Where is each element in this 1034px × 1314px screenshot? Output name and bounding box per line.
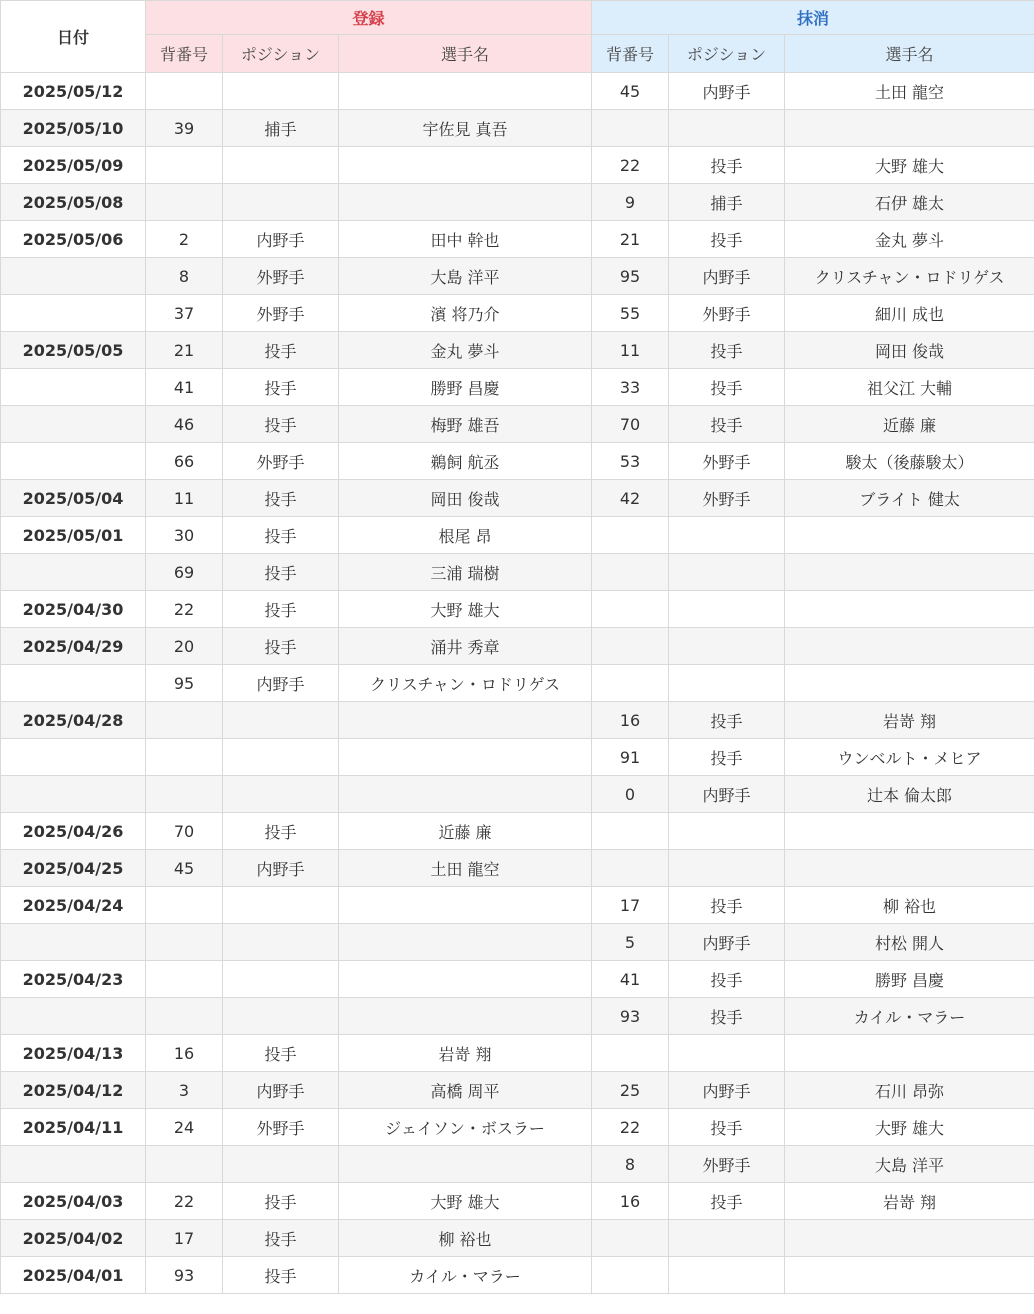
deregistered-position-cell: 外野手	[669, 1146, 785, 1183]
registered-number-cell: 37	[146, 295, 223, 332]
deregistered-number-cell	[592, 517, 669, 554]
registered-number-cell	[146, 73, 223, 110]
table-row	[1, 258, 1034, 295]
date-cell	[1, 369, 146, 406]
deregistered-player-cell	[785, 1220, 1034, 1257]
registered-player-cell: 三浦 瑞樹	[339, 554, 592, 591]
date-cell: 2025/04/11	[1, 1109, 146, 1146]
deregistered-number-cell: 55	[592, 295, 669, 332]
registered-position-cell: 投手	[223, 554, 339, 591]
deregistered-player-cell: 大島 洋平	[785, 1146, 1034, 1183]
table-row	[1, 1035, 1034, 1072]
date-cell: 2025/04/12	[1, 1072, 146, 1109]
deregistered-position-cell: 内野手	[669, 258, 785, 295]
registered-number-cell: 66	[146, 443, 223, 480]
deregistered-player-cell	[785, 1035, 1034, 1072]
deregistered-position-cell: 投手	[669, 702, 785, 739]
table-row	[1, 184, 1034, 221]
registered-position-cell: 内野手	[223, 221, 339, 258]
date-cell	[1, 443, 146, 480]
deregistered-group-header: 抹消	[592, 1, 1034, 35]
registered-number-cell: 24	[146, 1109, 223, 1146]
table-row	[1, 554, 1034, 591]
registered-position-cell: 外野手	[223, 295, 339, 332]
deregistered-number-header: 背番号	[592, 35, 669, 73]
registered-player-cell: 柳 裕也	[339, 1220, 592, 1257]
registered-number-cell	[146, 147, 223, 184]
deregistered-number-cell: 70	[592, 406, 669, 443]
table-row	[1, 850, 1034, 887]
registered-position-cell	[223, 702, 339, 739]
date-cell: 2025/04/26	[1, 813, 146, 850]
date-cell: 2025/04/13	[1, 1035, 146, 1072]
deregistered-player-cell	[785, 665, 1034, 702]
deregistered-player-cell: 村松 開人	[785, 924, 1034, 961]
registered-position-cell: 外野手	[223, 1109, 339, 1146]
deregistered-number-cell: 42	[592, 480, 669, 517]
deregistered-position-cell	[669, 1035, 785, 1072]
deregistered-player-cell	[785, 517, 1034, 554]
registered-position-cell: 投手	[223, 369, 339, 406]
date-cell: 2025/04/02	[1, 1220, 146, 1257]
deregistered-number-cell: 8	[592, 1146, 669, 1183]
deregistered-number-cell: 17	[592, 887, 669, 924]
registered-number-cell: 11	[146, 480, 223, 517]
registered-number-cell: 22	[146, 591, 223, 628]
deregistered-player-cell: 駿太（後藤駿太）	[785, 443, 1034, 480]
date-cell	[1, 665, 146, 702]
table-row	[1, 221, 1034, 258]
registered-position-cell: 外野手	[223, 258, 339, 295]
deregistered-position-cell: 内野手	[669, 73, 785, 110]
date-cell: 2025/05/08	[1, 184, 146, 221]
date-cell	[1, 554, 146, 591]
deregistered-player-cell	[785, 850, 1034, 887]
registered-player-cell: 土田 龍空	[339, 850, 592, 887]
deregistered-position-cell: 投手	[669, 1109, 785, 1146]
registered-player-cell: ジェイソン・ボスラー	[339, 1109, 592, 1146]
deregistered-position-cell: 外野手	[669, 480, 785, 517]
registered-player-cell: 岡田 俊哉	[339, 480, 592, 517]
registered-position-cell: 投手	[223, 591, 339, 628]
date-cell	[1, 739, 146, 776]
deregistered-player-cell: 辻本 倫太郎	[785, 776, 1034, 813]
registered-player-cell: 近藤 廉	[339, 813, 592, 850]
deregistered-number-cell	[592, 591, 669, 628]
deregistered-player-cell: 岩嵜 翔	[785, 702, 1034, 739]
table-row	[1, 110, 1034, 147]
registered-position-cell	[223, 1146, 339, 1183]
registered-position-cell	[223, 998, 339, 1035]
date-cell: 2025/04/28	[1, 702, 146, 739]
registered-number-cell: 45	[146, 850, 223, 887]
deregistered-position-cell	[669, 517, 785, 554]
registered-number-cell: 21	[146, 332, 223, 369]
registered-player-cell	[339, 998, 592, 1035]
table-row	[1, 1257, 1034, 1294]
deregistered-player-cell: クリスチャン・ロドリゲス	[785, 258, 1034, 295]
date-cell: 2025/05/05	[1, 332, 146, 369]
table-row	[1, 295, 1034, 332]
table-row	[1, 665, 1034, 702]
deregistered-player-cell: 岩嵜 翔	[785, 1183, 1034, 1220]
registered-number-cell	[146, 961, 223, 998]
deregistered-number-cell: 16	[592, 1183, 669, 1220]
registered-number-cell: 95	[146, 665, 223, 702]
registered-number-cell: 69	[146, 554, 223, 591]
deregistered-player-cell: カイル・マラー	[785, 998, 1034, 1035]
registered-position-cell: 投手	[223, 628, 339, 665]
deregistered-position-cell	[669, 591, 785, 628]
deregistered-player-cell: 大野 雄大	[785, 147, 1034, 184]
deregistered-position-cell: 投手	[669, 961, 785, 998]
deregistered-position-cell	[669, 110, 785, 147]
registered-position-cell: 投手	[223, 480, 339, 517]
deregistered-position-cell	[669, 665, 785, 702]
registered-number-cell	[146, 739, 223, 776]
deregistered-position-cell: 投手	[669, 998, 785, 1035]
table-row	[1, 332, 1034, 369]
date-cell: 2025/04/30	[1, 591, 146, 628]
date-cell	[1, 258, 146, 295]
table-row	[1, 998, 1034, 1035]
deregistered-player-cell: ウンベルト・メヒア	[785, 739, 1034, 776]
deregistered-number-cell: 22	[592, 147, 669, 184]
registered-player-cell: 梅野 雄吾	[339, 406, 592, 443]
registered-number-cell	[146, 776, 223, 813]
deregistered-position-cell: 投手	[669, 332, 785, 369]
deregistered-player-cell: 柳 裕也	[785, 887, 1034, 924]
deregistered-player-cell	[785, 554, 1034, 591]
registered-number-cell: 70	[146, 813, 223, 850]
deregistered-number-cell	[592, 1220, 669, 1257]
table-row	[1, 1072, 1034, 1109]
registered-position-cell: 内野手	[223, 1072, 339, 1109]
registered-group-header: 登録	[146, 1, 592, 35]
table-row	[1, 480, 1034, 517]
date-cell: 2025/05/12	[1, 73, 146, 110]
deregistered-position-cell: 投手	[669, 1183, 785, 1220]
table-row	[1, 887, 1034, 924]
deregistered-number-cell: 41	[592, 961, 669, 998]
registered-number-cell: 93	[146, 1257, 223, 1294]
registered-position-cell: 捕手	[223, 110, 339, 147]
registered-position-header: ポジション	[223, 35, 339, 73]
registered-position-cell: 投手	[223, 1183, 339, 1220]
deregistered-position-cell: 投手	[669, 887, 785, 924]
registered-player-cell	[339, 739, 592, 776]
registered-player-cell: 高橋 周平	[339, 1072, 592, 1109]
registered-number-cell: 39	[146, 110, 223, 147]
registered-player-cell: 岩嵜 翔	[339, 1035, 592, 1072]
deregistered-number-cell: 45	[592, 73, 669, 110]
table-row	[1, 628, 1034, 665]
date-cell	[1, 295, 146, 332]
table-row	[1, 517, 1034, 554]
registered-position-cell: 投手	[223, 406, 339, 443]
registered-number-cell	[146, 998, 223, 1035]
registered-position-cell	[223, 73, 339, 110]
registered-number-cell	[146, 887, 223, 924]
deregistered-number-cell: 25	[592, 1072, 669, 1109]
deregistered-player-cell	[785, 591, 1034, 628]
deregistered-player-cell: 大野 雄大	[785, 1109, 1034, 1146]
deregistered-number-cell	[592, 110, 669, 147]
deregistered-position-cell: 外野手	[669, 443, 785, 480]
deregistered-player-cell: 勝野 昌慶	[785, 961, 1034, 998]
registered-number-cell	[146, 1146, 223, 1183]
deregistered-position-cell: 捕手	[669, 184, 785, 221]
registered-number-cell: 16	[146, 1035, 223, 1072]
date-cell: 2025/04/23	[1, 961, 146, 998]
table-row	[1, 369, 1034, 406]
table-row	[1, 406, 1034, 443]
registered-position-cell: 投手	[223, 813, 339, 850]
table-body	[1, 73, 1034, 1294]
registered-position-cell	[223, 184, 339, 221]
registered-number-header: 背番号	[146, 35, 223, 73]
deregistered-number-cell	[592, 1035, 669, 1072]
deregistered-number-cell: 91	[592, 739, 669, 776]
deregistered-position-cell	[669, 1257, 785, 1294]
registered-player-cell	[339, 702, 592, 739]
registered-position-cell	[223, 924, 339, 961]
date-cell	[1, 1146, 146, 1183]
deregistered-player-cell: 金丸 夢斗	[785, 221, 1034, 258]
registered-position-cell	[223, 147, 339, 184]
registered-number-cell: 2	[146, 221, 223, 258]
registered-position-cell: 投手	[223, 517, 339, 554]
date-cell: 2025/04/25	[1, 850, 146, 887]
table-row	[1, 1220, 1034, 1257]
deregistered-number-cell	[592, 665, 669, 702]
deregistered-player-cell: 岡田 俊哉	[785, 332, 1034, 369]
registered-player-cell: 大野 雄大	[339, 591, 592, 628]
date-cell: 2025/05/06	[1, 221, 146, 258]
deregistered-number-cell: 22	[592, 1109, 669, 1146]
deregistered-player-cell	[785, 628, 1034, 665]
registered-number-cell: 3	[146, 1072, 223, 1109]
date-cell: 2025/05/10	[1, 110, 146, 147]
deregistered-number-cell	[592, 1257, 669, 1294]
deregistered-player-cell	[785, 813, 1034, 850]
date-cell: 2025/04/24	[1, 887, 146, 924]
registered-position-cell	[223, 961, 339, 998]
deregistered-number-cell: 33	[592, 369, 669, 406]
registered-player-cell: 大島 洋平	[339, 258, 592, 295]
registered-player-cell	[339, 1146, 592, 1183]
registered-player-cell	[339, 73, 592, 110]
registered-number-cell	[146, 924, 223, 961]
date-cell	[1, 406, 146, 443]
date-cell	[1, 998, 146, 1035]
registered-player-cell: 根尾 昂	[339, 517, 592, 554]
registered-player-header: 選手名	[339, 35, 592, 73]
deregistered-player-cell: 石伊 雄太	[785, 184, 1034, 221]
date-cell: 2025/05/04	[1, 480, 146, 517]
date-cell: 2025/04/01	[1, 1257, 146, 1294]
deregistered-player-cell: 近藤 廉	[785, 406, 1034, 443]
registered-number-cell: 8	[146, 258, 223, 295]
registered-position-cell: 投手	[223, 1220, 339, 1257]
deregistered-player-cell	[785, 110, 1034, 147]
table-row	[1, 776, 1034, 813]
table-row	[1, 702, 1034, 739]
date-cell: 2025/04/03	[1, 1183, 146, 1220]
registered-position-cell: 外野手	[223, 443, 339, 480]
date-cell: 2025/05/01	[1, 517, 146, 554]
date-cell	[1, 924, 146, 961]
table-row	[1, 443, 1034, 480]
table-row	[1, 739, 1034, 776]
table-row	[1, 1109, 1034, 1146]
registered-position-cell: 投手	[223, 1257, 339, 1294]
deregistered-number-cell: 16	[592, 702, 669, 739]
table-row	[1, 147, 1034, 184]
deregistered-position-cell: 外野手	[669, 295, 785, 332]
table-row	[1, 924, 1034, 961]
deregistered-number-cell: 9	[592, 184, 669, 221]
registered-position-cell: 投手	[223, 332, 339, 369]
registered-player-cell: 鵜飼 航丞	[339, 443, 592, 480]
registered-player-cell	[339, 924, 592, 961]
registered-number-cell: 17	[146, 1220, 223, 1257]
deregistered-number-cell	[592, 554, 669, 591]
deregistered-position-cell: 投手	[669, 221, 785, 258]
deregistered-position-cell	[669, 850, 785, 887]
deregistered-position-cell	[669, 813, 785, 850]
registered-number-cell: 41	[146, 369, 223, 406]
date-cell: 2025/04/29	[1, 628, 146, 665]
registered-player-cell: 金丸 夢斗	[339, 332, 592, 369]
deregistered-position-cell: 投手	[669, 369, 785, 406]
registered-player-cell: 勝野 昌慶	[339, 369, 592, 406]
registered-player-cell	[339, 184, 592, 221]
deregistered-player-cell: 土田 龍空	[785, 73, 1034, 110]
deregistered-player-cell	[785, 1257, 1034, 1294]
table-row	[1, 1183, 1034, 1220]
registered-number-cell: 20	[146, 628, 223, 665]
table-row	[1, 813, 1034, 850]
deregistered-number-cell: 11	[592, 332, 669, 369]
table-header	[1, 1, 1034, 73]
deregistered-position-cell	[669, 628, 785, 665]
deregistered-number-cell: 53	[592, 443, 669, 480]
deregistered-position-cell	[669, 554, 785, 591]
date-cell: 2025/05/09	[1, 147, 146, 184]
deregistered-number-cell	[592, 813, 669, 850]
registered-player-cell	[339, 776, 592, 813]
deregistered-number-cell: 95	[592, 258, 669, 295]
deregistered-player-header: 選手名	[785, 35, 1034, 73]
deregistered-position-cell: 内野手	[669, 1072, 785, 1109]
deregistered-position-cell: 内野手	[669, 776, 785, 813]
deregistered-position-cell: 内野手	[669, 924, 785, 961]
deregistered-number-cell: 21	[592, 221, 669, 258]
registered-position-cell	[223, 776, 339, 813]
deregistered-position-cell: 投手	[669, 406, 785, 443]
registered-player-cell	[339, 147, 592, 184]
registered-position-cell	[223, 887, 339, 924]
table-row	[1, 1146, 1034, 1183]
registered-number-cell: 46	[146, 406, 223, 443]
deregistered-player-cell: 細川 成也	[785, 295, 1034, 332]
deregistered-position-header: ポジション	[669, 35, 785, 73]
registered-player-cell: クリスチャン・ロドリゲス	[339, 665, 592, 702]
registered-player-cell: 濱 将乃介	[339, 295, 592, 332]
registered-player-cell: カイル・マラー	[339, 1257, 592, 1294]
deregistered-position-cell	[669, 1220, 785, 1257]
registered-position-cell: 投手	[223, 1035, 339, 1072]
registered-player-cell: 大野 雄大	[339, 1183, 592, 1220]
deregistered-number-cell	[592, 850, 669, 887]
deregistered-number-cell: 5	[592, 924, 669, 961]
registered-player-cell	[339, 887, 592, 924]
table-row	[1, 591, 1034, 628]
registered-player-cell: 宇佐見 真吾	[339, 110, 592, 147]
date-cell	[1, 776, 146, 813]
deregistered-player-cell: ブライト 健太	[785, 480, 1034, 517]
registered-player-cell: 涌井 秀章	[339, 628, 592, 665]
registered-position-cell	[223, 739, 339, 776]
registered-player-cell: 田中 幹也	[339, 221, 592, 258]
deregistered-position-cell: 投手	[669, 147, 785, 184]
deregistered-number-cell	[592, 628, 669, 665]
date-column-header: 日付	[1, 1, 146, 73]
deregistered-number-cell: 93	[592, 998, 669, 1035]
registered-number-cell	[146, 184, 223, 221]
registered-position-cell: 内野手	[223, 665, 339, 702]
deregistered-player-cell: 祖父江 大輔	[785, 369, 1034, 406]
registered-position-cell: 内野手	[223, 850, 339, 887]
registered-number-cell	[146, 702, 223, 739]
registered-player-cell	[339, 961, 592, 998]
registered-number-cell: 30	[146, 517, 223, 554]
deregistered-position-cell: 投手	[669, 739, 785, 776]
table-row	[1, 73, 1034, 110]
deregistered-player-cell: 石川 昂弥	[785, 1072, 1034, 1109]
table-row	[1, 961, 1034, 998]
registered-number-cell: 22	[146, 1183, 223, 1220]
deregistered-number-cell: 0	[592, 776, 669, 813]
